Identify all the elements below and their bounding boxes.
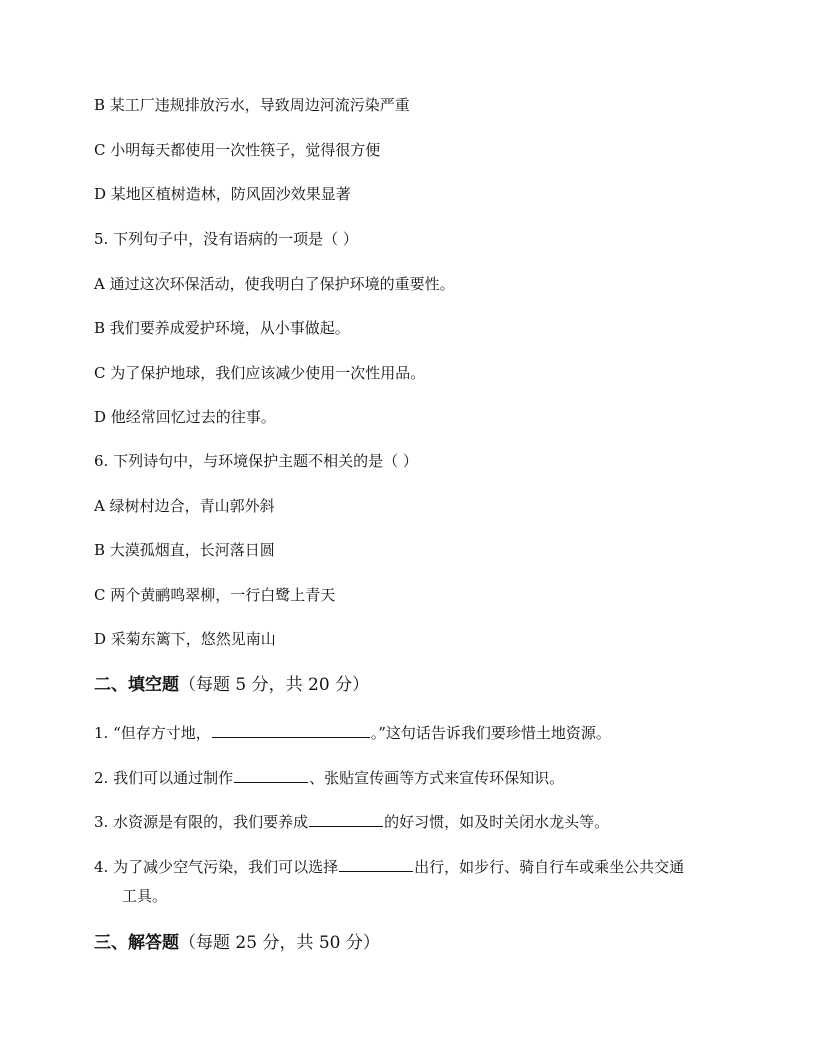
q5-option-a: A 通过这次环保活动，使我明白了保护环境的重要性。 — [94, 275, 455, 293]
fill-q1-after: 。”这句话告诉我们要珍惜土地资源。 — [370, 724, 611, 742]
fill-q3-blank[interactable] — [309, 812, 383, 827]
fill-q2 — [94, 767, 564, 789]
fill-q3 — [94, 811, 609, 833]
fill-q4 — [94, 856, 684, 878]
q5-option-b: B 我们要养成爱护环境，从小事做起。 — [94, 319, 350, 337]
q6-option-d: D 采菊东篱下，悠然见南山 — [94, 630, 276, 648]
section2-title: 二、填空题 — [94, 675, 179, 695]
section3-title: 三、解答题 — [94, 933, 179, 953]
fill-q3-before: 3. 水资源是有限的，我们要养成 — [94, 813, 309, 831]
fill-q4-continuation: 工具。 — [122, 887, 168, 905]
fill-q2-blank[interactable] — [234, 768, 308, 783]
q6-option-b: B 大漠孤烟直，长河落日圆 — [94, 541, 275, 559]
q6-stem: 6. 下列诗句中，与环境保护主题不相关的是（ ） — [94, 452, 418, 470]
section3-heading — [94, 931, 380, 955]
q4-option-b: B 某工厂违规排放污水，导致周边河流污染严重 — [94, 96, 410, 114]
q4-option-c: C 小明每天都使用一次性筷子，觉得很方便 — [94, 141, 381, 159]
q6-option-c: C 两个黄鹂鸣翠柳，一行白鹭上青天 — [94, 586, 336, 604]
fill-q4-blank[interactable] — [339, 857, 413, 872]
q5-option-c: C 为了保护地球，我们应该减少使用一次性用品。 — [94, 364, 426, 382]
section2-heading — [94, 673, 369, 697]
q5-stem: 5. 下列句子中，没有语病的一项是（ ） — [94, 230, 358, 248]
fill-q1-before: 1. “但存方寸地， — [94, 724, 211, 742]
q5-option-d: D 他经常回忆过去的往事。 — [94, 408, 276, 426]
fill-q3-after: 的好习惯，如及时关闭水龙头等。 — [384, 813, 610, 831]
fill-q4-after: 出行，如步行、骑自行车或乘坐公共交通 — [414, 858, 685, 876]
q4-option-d: D 某地区植树造林，防风固沙效果显著 — [94, 185, 351, 203]
fill-q1-blank[interactable] — [212, 723, 370, 738]
fill-q2-after: 、张贴宣传画等方式来宣传环保知识。 — [309, 769, 565, 787]
section3-note: （每题 25 分，共 50 分） — [179, 933, 380, 953]
fill-q2-before: 2. 我们可以通过制作 — [94, 769, 234, 787]
fill-q4-before: 4. 为了减少空气污染，我们可以选择 — [94, 858, 339, 876]
fill-q1 — [94, 722, 611, 744]
section2-note: （每题 5 分，共 20 分） — [179, 675, 370, 695]
q6-option-a: A 绿树村边合，青山郭外斜 — [94, 497, 275, 515]
